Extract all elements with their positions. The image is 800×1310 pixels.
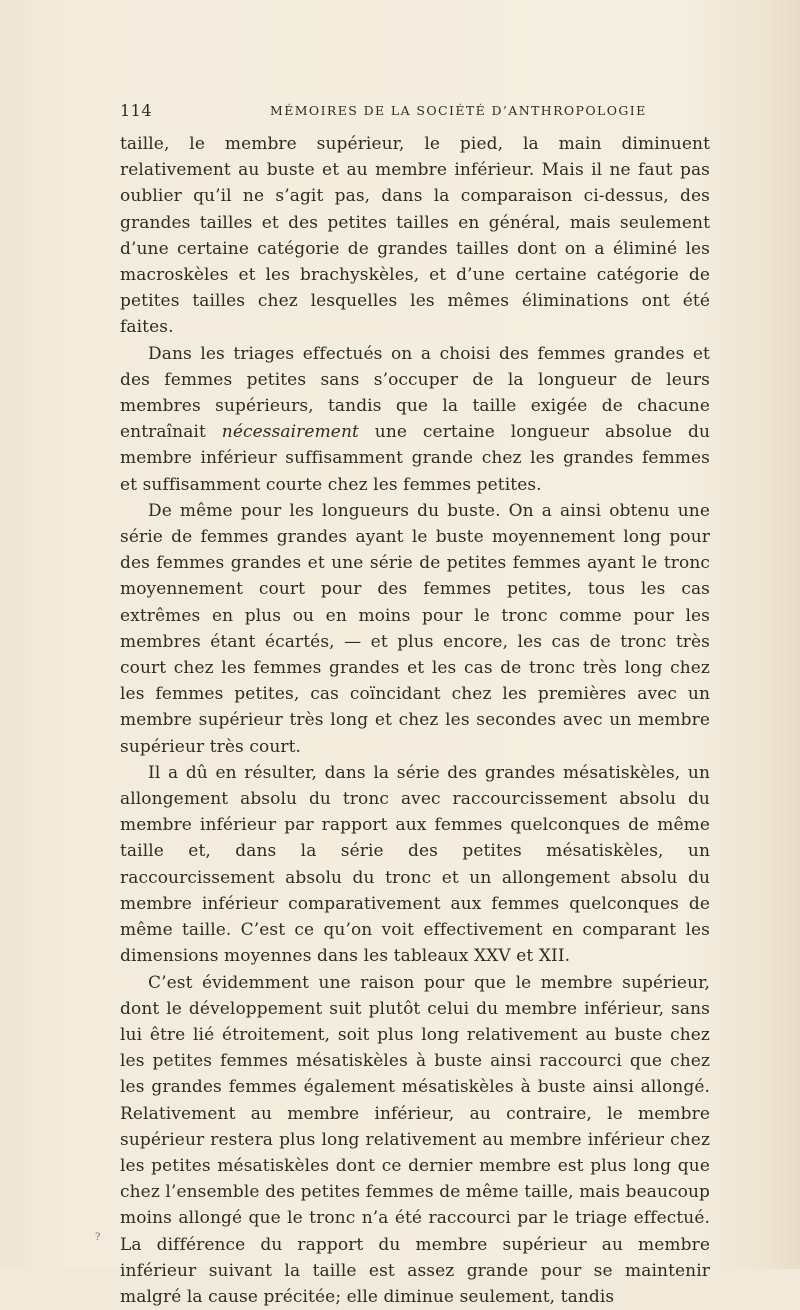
body-text [120, 131, 710, 1310]
emphasis-necessairement: nécessairement [222, 422, 359, 442]
paragraph-4: Il a dû en résulter, dans la série des grandes mésatiskèles, un allongement absolu du tronc avec raccourcissement absolu du membre inférieur par rapport aux femmes quelconques de même taille et, dans la série des petites mésatiskèles, un raccourcissement absolu du tronc et un allongement absolu du membre inférieur comparativement aux femmes quelconques de même taille. C’est ce qu’on voit effectivement en comparant les dimensions moyennes dans les tableaux XXV et XII. [120, 760, 710, 970]
paragraph-5: C’est évidemment une raison pour que le membre supérieur, dont le développement suit plutôt celui du membre inférieur, sans lui être lié étroitement, soit plus long relativement au buste chez les petites femmes mésatiskèles à buste ainsi raccourci que chez les grandes femmes également mésatiskèles à buste ainsi allongé. Relativement au membre inférieur, au contraire, le membre supérieur restera plus long relativement au membre inférieur chez les petites mésatiskèles dont ce dernier membre est plus long que chez l’ensemble des petites femmes de même taille, mais beaucoup moins allongé que le tronc n’a été raccourci par le triage effectué. La différence du rapport du membre supérieur au membre inférieur suivant la taille est assez grande pour se maintenir malgré la cause précitée; elle diminue seulement, tandis [120, 970, 710, 1310]
margin-mark: ? [95, 1232, 100, 1243]
paragraph-3: De même pour les longueurs du buste. On a ainsi obtenu une série de femmes grandes ayant le buste moyennement long pour des femmes grandes et une série de petites femmes ayant le tronc moyennement court pour des femmes petites, tous les cas extrêmes en plus ou en moins pour le tronc comme pour les membres étant écartés, — et plus encore, les cas de tronc très court chez les femmes grandes et les cas de tronc très long chez les femmes petites, cas coïncidant chez les premières avec un membre supérieur très long et chez les secondes avec un membre supérieur très court. [120, 498, 710, 760]
paragraph-1: taille, le membre supérieur, le pied, la main diminuent relativement au buste et au membre inférieur. Mais il ne faut pas oublier qu’il ne s’agit pas, dans la comparaison ci-dessus, des grandes tailles et des petites tailles en général, mais seulement d’une certaine catégorie de grandes tailles dont on a éliminé les macroskèles et les brachyskèles, et d’une certaine catégorie de petites tailles chez lesquelles les mêmes éliminations ont été faites. [120, 131, 710, 341]
paragraph-2 [120, 341, 710, 498]
paragraph-2-text-before: Dans les triages effectués on a choisi des femmes grandes et des femmes petites sans s’occuper de la longueur de leurs membres supérieurs, tandis que la taille exigée de chacune entraînait [120, 344, 710, 443]
page-number: 114 [120, 101, 152, 120]
running-title: MÉMOIRES DE LA SOCIÉTÉ D’ANTHROPOLOGIE [270, 103, 647, 118]
page-header [120, 101, 710, 123]
paragraph-2-text-after: une certaine longueur absolue du membre inférieur suffisamment grande chez les grandes femmes et suffisamment courte chez les femmes petites. [120, 422, 710, 494]
